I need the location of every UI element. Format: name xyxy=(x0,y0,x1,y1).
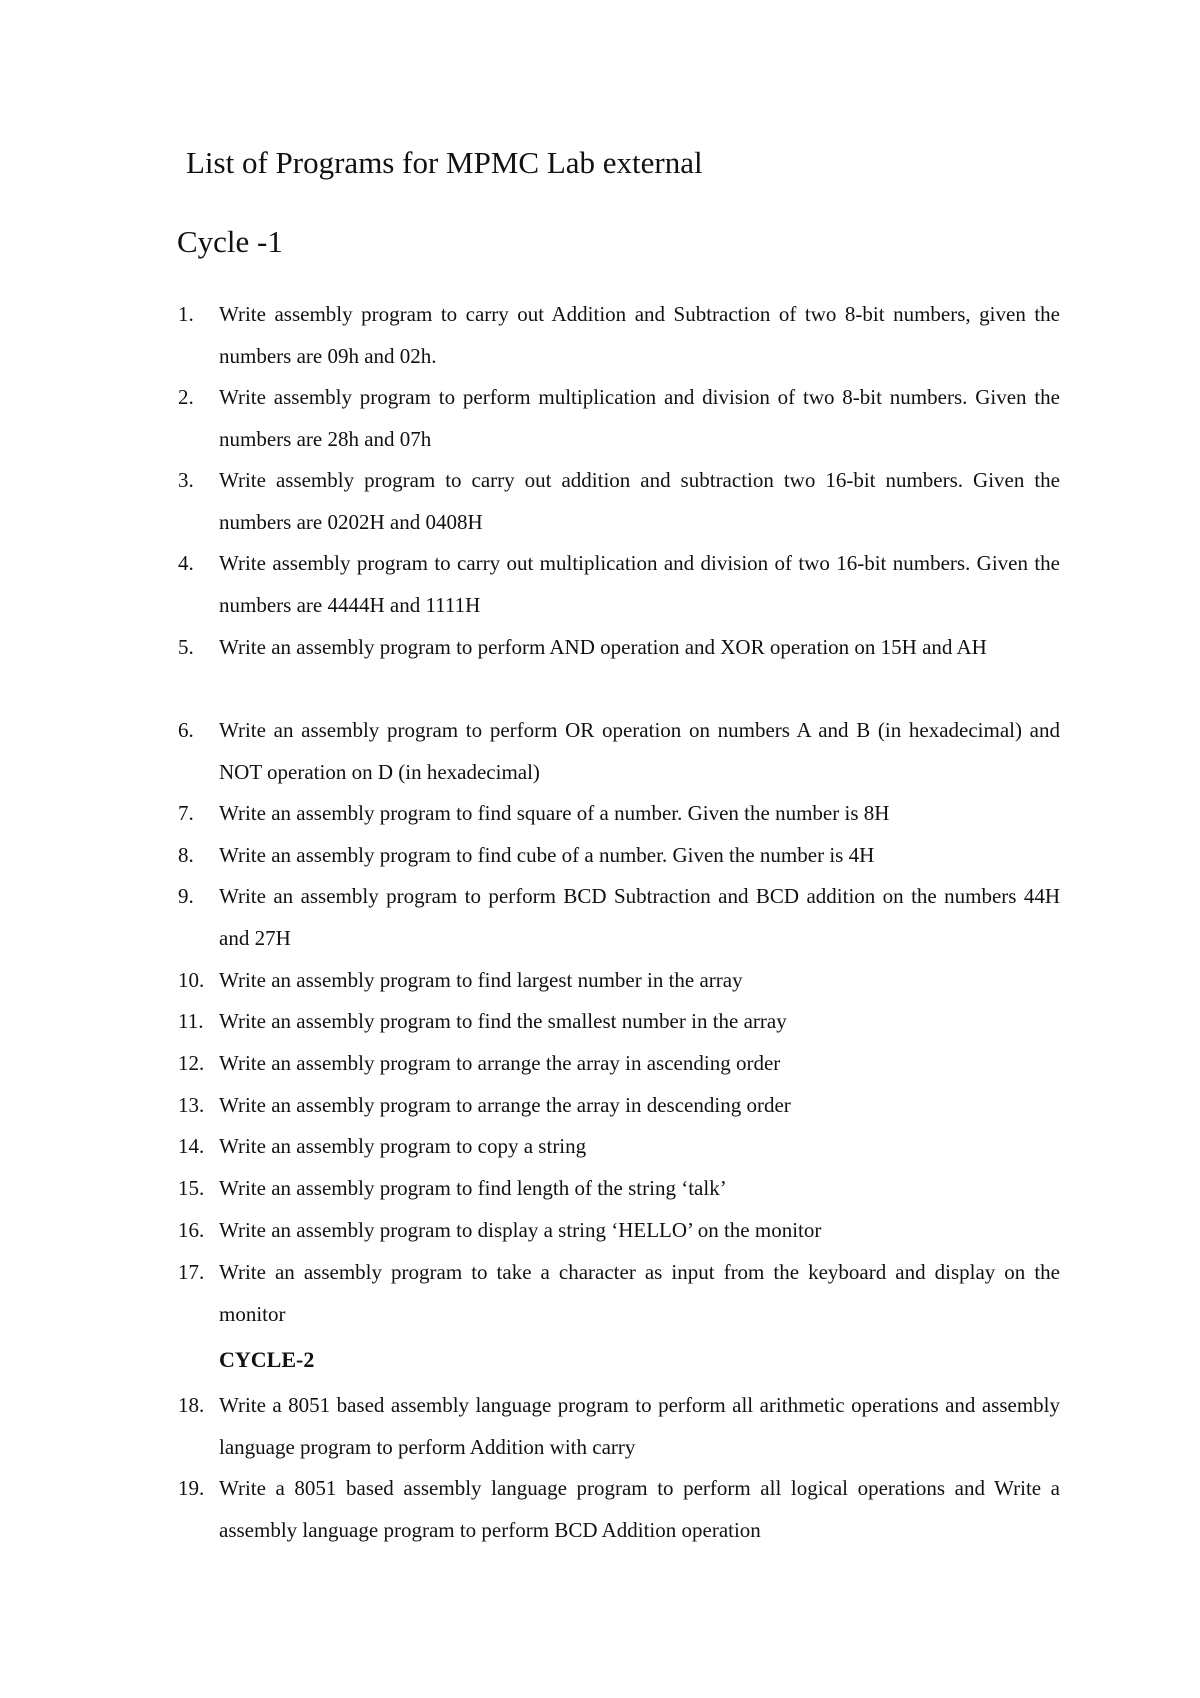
program-item xyxy=(178,1252,1060,1335)
program-text: Write a 8051 based assembly language program to perform all arithmetic operations and assembly language program to perform Addition with carry xyxy=(219,1393,1060,1459)
program-text: Write an assembly program to perform BCD Subtraction and BCD addition on the numbers 44H and 27H xyxy=(219,884,1060,950)
program-item xyxy=(178,1385,1060,1468)
program-item xyxy=(178,1468,1060,1551)
program-text: Write assembly program to carry out Addition and Subtraction of two 8-bit numbers, given the numbers are 09h and 02h. xyxy=(219,302,1060,368)
program-item xyxy=(178,876,1060,959)
program-number: 17. xyxy=(178,1260,205,1284)
program-item xyxy=(178,460,1060,543)
program-item xyxy=(178,710,1060,793)
program-number: 3. xyxy=(178,468,194,492)
program-text: Write an assembly program to find length of the string ‘talk’ xyxy=(219,1176,727,1200)
program-text: Write an assembly program to take a character as input from the keyboard and display on the monitor xyxy=(219,1260,1060,1326)
program-item xyxy=(178,1001,1060,1043)
document-title: List of Programs for MPMC Lab external xyxy=(186,145,703,180)
program-text: Write an assembly program to perform OR operation on numbers A and B (in hexadecimal) and NOT operation on D (in hexadecimal) xyxy=(219,718,1060,784)
program-item xyxy=(178,960,1060,1002)
program-number: 9. xyxy=(178,884,194,908)
cycle-1-heading: Cycle -1 xyxy=(177,224,283,259)
program-item xyxy=(178,294,1060,377)
program-text: Write an assembly program to perform AND operation and XOR operation on 15H and AH xyxy=(219,635,987,659)
cycle-2-heading: CYCLE-2 xyxy=(219,1347,315,1372)
program-item xyxy=(178,1085,1060,1127)
program-text: Write an assembly program to arrange the array in ascending order xyxy=(219,1051,781,1075)
program-number: 15. xyxy=(178,1176,205,1200)
program-number: 5. xyxy=(178,635,194,659)
program-number: 2. xyxy=(178,385,194,409)
program-text: Write an assembly program to display a string ‘HELLO’ on the monitor xyxy=(219,1218,822,1242)
program-number: 12. xyxy=(178,1051,205,1075)
program-number: 13. xyxy=(178,1093,205,1117)
program-number: 14. xyxy=(178,1134,205,1158)
program-item xyxy=(178,1168,1060,1210)
program-text: Write an assembly program to find square of a number. Given the number is 8H xyxy=(219,801,890,825)
program-number: 18. xyxy=(178,1393,205,1417)
program-item xyxy=(178,1043,1060,1085)
program-text: Write an assembly program to find the smallest number in the array xyxy=(219,1009,787,1033)
program-text: Write an assembly program to find largest number in the array xyxy=(219,968,743,992)
program-item xyxy=(178,627,1060,669)
program-item xyxy=(178,1126,1060,1168)
program-text: Write assembly program to carry out multiplication and division of two 16-bit numbers. Given the numbers are 4444H and 1111H xyxy=(219,551,1060,617)
program-text: Write a 8051 based assembly language program to perform all logical operations and Write a assembly language program to perform BCD Addition operation xyxy=(219,1476,1060,1542)
program-number: 19. xyxy=(178,1476,205,1500)
program-number: 10. xyxy=(178,968,205,992)
program-number: 4. xyxy=(178,551,194,575)
program-number: 11. xyxy=(178,1009,204,1033)
program-text: Write an assembly program to copy a string xyxy=(219,1134,587,1158)
program-text: Write an assembly program to find cube of a number. Given the number is 4H xyxy=(219,843,875,867)
program-item xyxy=(178,1210,1060,1252)
program-item xyxy=(178,377,1060,460)
program-number: 16. xyxy=(178,1218,205,1242)
program-number: 7. xyxy=(178,801,194,825)
program-text: Write an assembly program to arrange the array in descending order xyxy=(219,1093,791,1117)
program-text: Write assembly program to carry out addition and subtraction two 16-bit numbers. Given the numbers are 0202H and 0408H xyxy=(219,468,1060,534)
program-item xyxy=(178,835,1060,877)
program-number: 8. xyxy=(178,843,194,867)
program-item xyxy=(178,793,1060,835)
program-text: Write assembly program to perform multiplication and division of two 8-bit numbers. Given the numbers are 28h and 07h xyxy=(219,385,1060,451)
program-number: 1. xyxy=(178,302,194,326)
program-item xyxy=(178,543,1060,626)
program-number: 6. xyxy=(178,718,194,742)
